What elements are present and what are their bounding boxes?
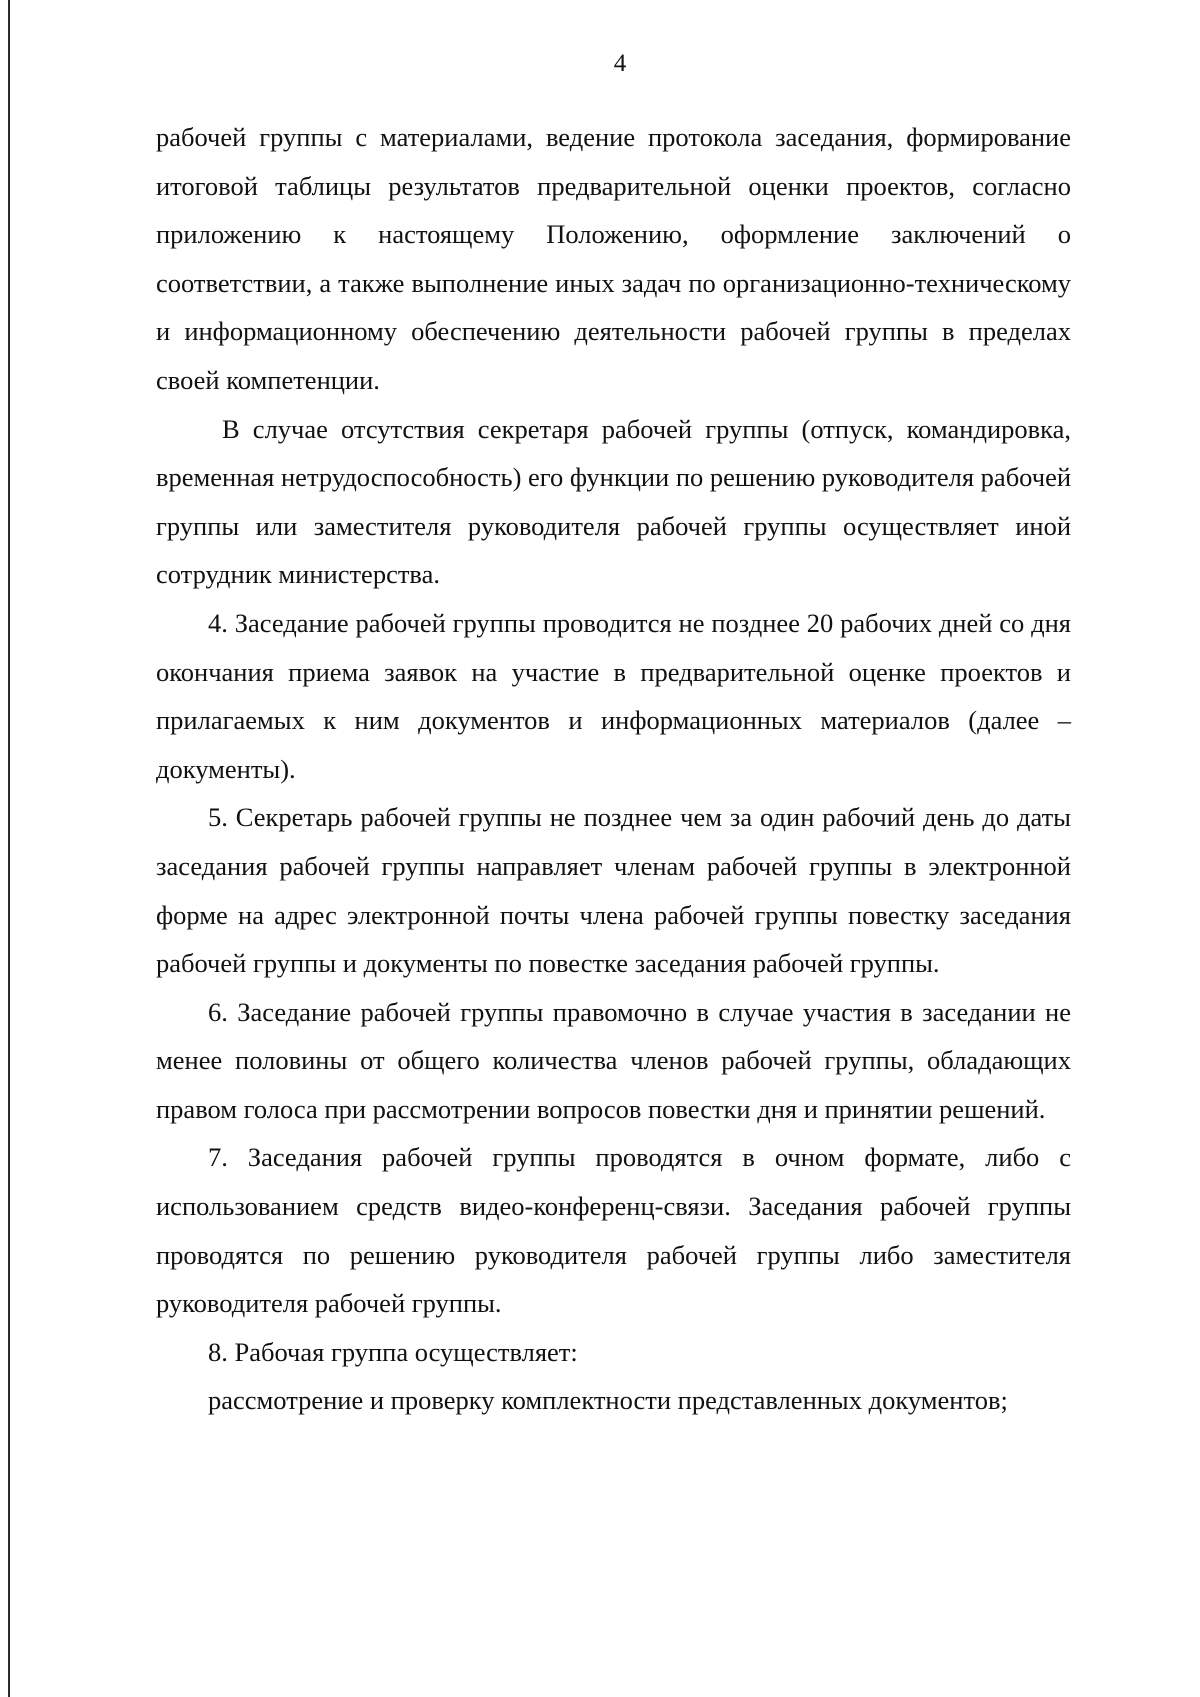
paragraph-item-4: 4. Заседание рабочей группы проводится не позднее 20 рабочих дней со дня окончания приема заявок на участие в предварительной оценке проектов и прилагаемых к ним документов и информационных материалов (далее – документы). <box>156 607 1071 784</box>
paragraph-item-7: 7. Заседания рабочей группы проводятся в очном формате, либо с использованием средств видео-конференц-связи. Заседания рабочей группы проводятся по решению руководителя рабочей группы либо заместителя руководителя рабочей группы. <box>156 1142 1071 1319</box>
paragraph-item-6: 6. Заседание рабочей группы правомочно в случае участия в заседании не менее половины от общего количества членов рабочей группы, обладающих правом голоса при рассмотрении вопросов повестки дня и принятии решений. <box>156 996 1071 1124</box>
paragraph-continuation: рабочей группы с материалами, ведение протокола заседания, формирование итоговой таблицы результатов предварительной оценки проектов, согласно приложению к настоящему Положению, оформление заключений о соответствии, а также выполнение иных задач по организационно-техническому и информационному обеспечению деятельности рабочей группы в пределах своей компетенции. <box>156 122 1071 395</box>
document-body <box>156 113 1071 1425</box>
paragraph-item-8-subitem: рассмотрение и проверку комплектности представленных документов; <box>208 1385 1008 1416</box>
paragraph-item-8: 8. Рабочая группа осуществляет: <box>208 1336 578 1367</box>
scan-edge-line <box>8 0 10 1697</box>
paragraph-item-5: 5. Секретарь рабочей группы не позднее чем за один рабочий день до даты заседания рабочей группы направляет членам рабочей группы в электронной форме на адрес электронной почты члена рабочей группы повестку заседания рабочей группы и документы по повестке заседания рабочей группы. <box>156 802 1071 979</box>
page-number: 4 <box>613 50 627 77</box>
paragraph-secretary-absence: В случае отсутствия секретаря рабочей группы (отпуск, командировка, временная нетрудоспособность) его функции по решению руководителя рабочей группы или заместителя руководителя рабочей группы осуществляет иной сотрудник министерства. <box>156 413 1072 590</box>
